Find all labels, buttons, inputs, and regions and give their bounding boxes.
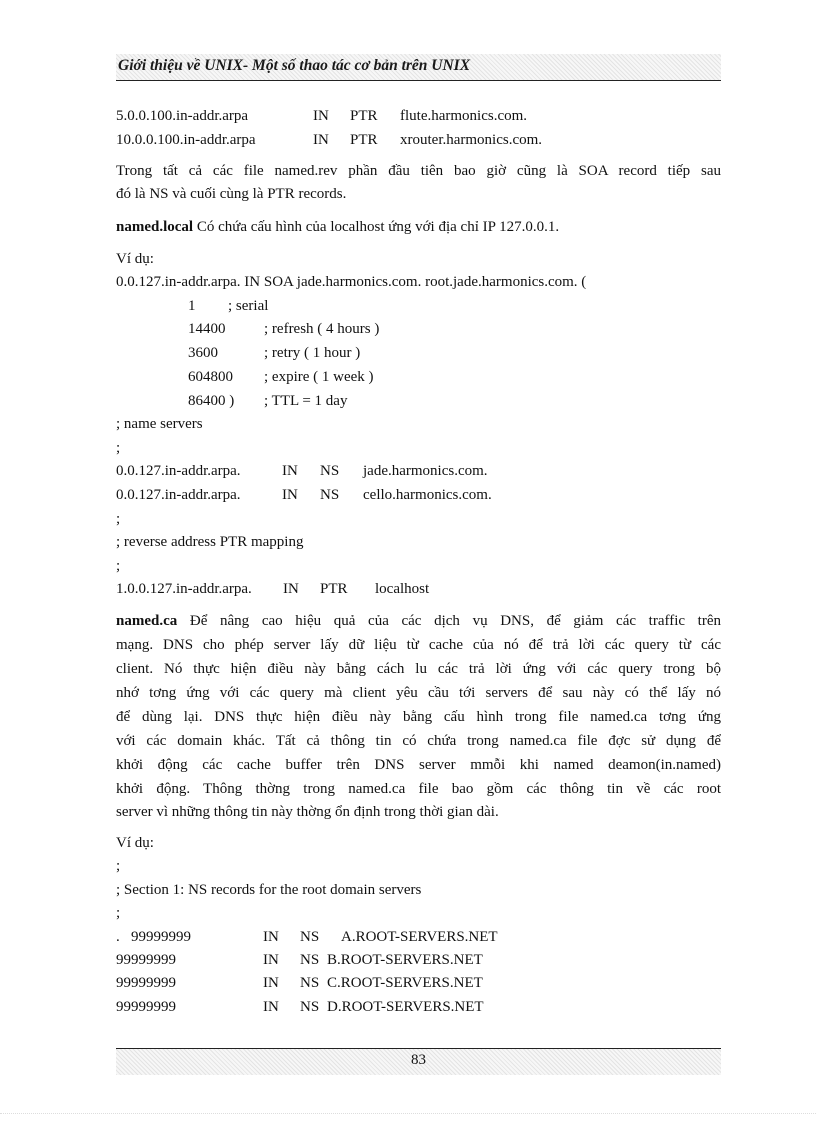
root-name: 99999999 (116, 975, 176, 991)
example-label: Ví dụ: (116, 251, 154, 267)
paragraph-line: với các domain khác. Tất cả thông tin có chứa trong named.ca file đợc sử dụng để (116, 733, 721, 749)
paragraph-line: để dùng lại. DNS thực hiện điều này bằng cấu hình trong file named.ca tơng ứng (116, 709, 721, 725)
root-name: 99999999 (116, 999, 176, 1015)
paragraph-line: mạng. DNS cho phép server lấy dữ liệu từ cache của nó để trả lời các query từ các (116, 637, 721, 653)
comment-line: ; (116, 905, 121, 921)
ptr-value: localhost (375, 581, 430, 597)
paragraph-line: Trong tất cả các file named.rev phần đầu tiên bao giờ cũng là SOA record tiếp sau (116, 163, 721, 179)
soa-line: 0.0.127.in-addr.arpa. IN SOA jade.harmonics.com. root.jade.harmonics.com. ( (116, 274, 587, 290)
ptr-type: PTR (320, 581, 348, 597)
soa-comment: ; refresh ( 4 hours ) (264, 321, 380, 337)
term-named-local: named.local (116, 219, 194, 235)
page-bottom-border (0, 1113, 816, 1114)
root-value: D.ROOT-SERVERS.NET (327, 999, 484, 1015)
ns-value: jade.harmonics.com. (363, 463, 488, 479)
root-type: NS (300, 975, 320, 991)
paragraph-text: Để nâng cao hiệu quả của các dịch vụ DNS, để giảm các traffic trên (189, 613, 721, 629)
comment-line: ; (116, 511, 121, 527)
root-name: . 99999999 (116, 929, 191, 945)
ptr-class: IN (283, 581, 299, 597)
header-title: Giới thiệu về UNIX- Một số thao tác cơ bản trên UNIX (118, 57, 471, 74)
ptr-name: 1.0.0.127.in-addr.arpa. (116, 581, 252, 597)
soa-value: 1 (188, 298, 196, 314)
root-value: C.ROOT-SERVERS.NET (327, 975, 483, 991)
paragraph-line: client. Nó thực hiện điều này bằng cách lu các trả lời ứng với các query trong bộ (116, 661, 721, 677)
ptr-type: PTR (350, 108, 378, 124)
root-class: IN (263, 952, 279, 968)
soa-comment: ; TTL = 1 day (264, 393, 348, 409)
ns-name: 0.0.127.in-addr.arpa. (116, 487, 241, 503)
soa-comment: ; expire ( 1 week ) (264, 369, 374, 385)
page-header (116, 54, 721, 81)
named-ca-first-line (116, 612, 721, 630)
root-class: IN (263, 975, 279, 991)
comment-line: ; Section 1: NS records for the root domain servers (116, 882, 422, 898)
root-class: IN (263, 929, 279, 945)
ptr-name: 5.0.0.100.in-addr.arpa (116, 108, 249, 124)
paragraph-line: nhớ tơng ứng với các query mà client yêu cầu tới servers để sau này có thể lấy nó (116, 685, 721, 701)
soa-comment: ; serial (228, 298, 269, 314)
comment-line: ; name servers (116, 416, 203, 432)
ptr-class: IN (313, 108, 329, 124)
ns-type: NS (320, 463, 340, 479)
ptr-type: PTR (350, 132, 378, 148)
paragraph-line: server vì những thông tin này thờng ổn định trong thời gian dài. (116, 804, 499, 820)
root-type: NS (300, 952, 320, 968)
comment-line: ; (116, 858, 121, 874)
soa-value: 86400 ) (188, 393, 235, 409)
ptr-class: IN (313, 132, 329, 148)
ptr-value: flute.harmonics.com. (400, 108, 528, 124)
soa-value: 604800 (188, 369, 233, 385)
ns-name: 0.0.127.in-addr.arpa. (116, 463, 241, 479)
root-value: B.ROOT-SERVERS.NET (327, 952, 483, 968)
root-value: A.ROOT-SERVERS.NET (341, 929, 498, 945)
root-type: NS (300, 929, 320, 945)
paragraph-line: khởi động. Thông thờng trong named.ca file bao gồm các thông tin về các root (116, 781, 721, 797)
soa-value: 14400 (188, 321, 226, 337)
page-footer (116, 1048, 721, 1075)
soa-value: 3600 (188, 345, 218, 361)
ptr-name: 10.0.0.100.in-addr.arpa (116, 132, 256, 148)
ns-value: cello.harmonics.com. (363, 487, 492, 503)
ns-class: IN (282, 487, 298, 503)
example-label: Ví dụ: (116, 835, 154, 851)
comment-line: ; (116, 558, 121, 574)
root-type: NS (300, 999, 320, 1015)
soa-comment: ; retry ( 1 hour ) (264, 345, 361, 361)
paragraph-line: khởi động các cache buffer trên DNS server mmỗi khi named deamon(in.named) (116, 757, 721, 773)
page-number: 83 (411, 1052, 426, 1068)
named-local-line (116, 218, 559, 236)
ns-type: NS (320, 487, 340, 503)
root-class: IN (263, 999, 279, 1015)
ptr-value: xrouter.harmonics.com. (400, 132, 543, 148)
comment-line: ; reverse address PTR mapping (116, 534, 304, 550)
named-local-text: Có chứa cấu hình của localhost ứng với địa chỉ IP 127.0.0.1. (196, 219, 560, 235)
ns-class: IN (282, 463, 298, 479)
root-name: 99999999 (116, 952, 176, 968)
comment-line: ; (116, 440, 121, 456)
term-named-ca: named.ca (116, 613, 178, 629)
paragraph-line: đó là NS và cuối cùng là PTR records. (116, 186, 347, 202)
